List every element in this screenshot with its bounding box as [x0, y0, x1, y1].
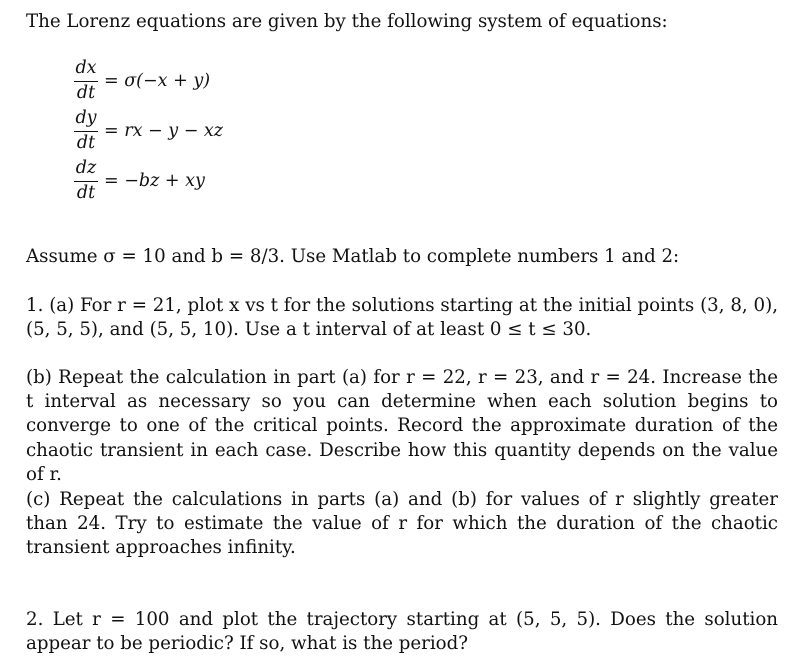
- numerator: dy: [75, 108, 97, 128]
- numerator: dz: [75, 158, 97, 178]
- intro-text: The Lorenz equations are given by the following system of equations:: [26, 11, 668, 32]
- fraction-bar: [74, 181, 98, 182]
- denominator: dt: [76, 83, 96, 103]
- equation-rhs: = −bz + xy: [104, 171, 205, 191]
- problem-2: 2. Let r = 100 and plot the trajectory starting at (5, 5, 5). Does the solution appear to be periodic? If so, what is the period?: [26, 609, 778, 655]
- equation-rhs: = rx − y − xz: [104, 121, 224, 141]
- fraction-bar: [74, 131, 98, 132]
- numerator: dx: [75, 58, 97, 78]
- assumption-text: Assume σ = 10 and b = 8/3. Use Matlab to complete numbers 1 and 2:: [26, 246, 680, 267]
- problem-1c: (c) Repeat the calculations in parts (a) and (b) for values of r slightly greater than 24. Try to estimate the value of r for which the duration of the chaotic transient approaches infinity.: [26, 489, 778, 559]
- equation-rhs: = σ(−x + y): [104, 71, 211, 91]
- fraction-bar: [74, 81, 98, 82]
- problem-1b: (b) Repeat the calculation in part (a) for r = 22, r = 23, and r = 24. Increase the t interval as necessary so you can determine when each solution begins to converge to one of the critical points. Record the approximate duration of the chaotic transient in each case. Describe how this quantity depends on the value of r.: [26, 367, 778, 485]
- problem-1a: 1. (a) For r = 21, plot x vs t for the solutions starting at the initial points (3, 8, 0), (5, 5, 5), and (5, 5, 10). Use a t interval of at least 0 ≤ t ≤ 30.: [26, 295, 778, 341]
- denominator: dt: [76, 133, 96, 153]
- denominator: dt: [76, 183, 96, 203]
